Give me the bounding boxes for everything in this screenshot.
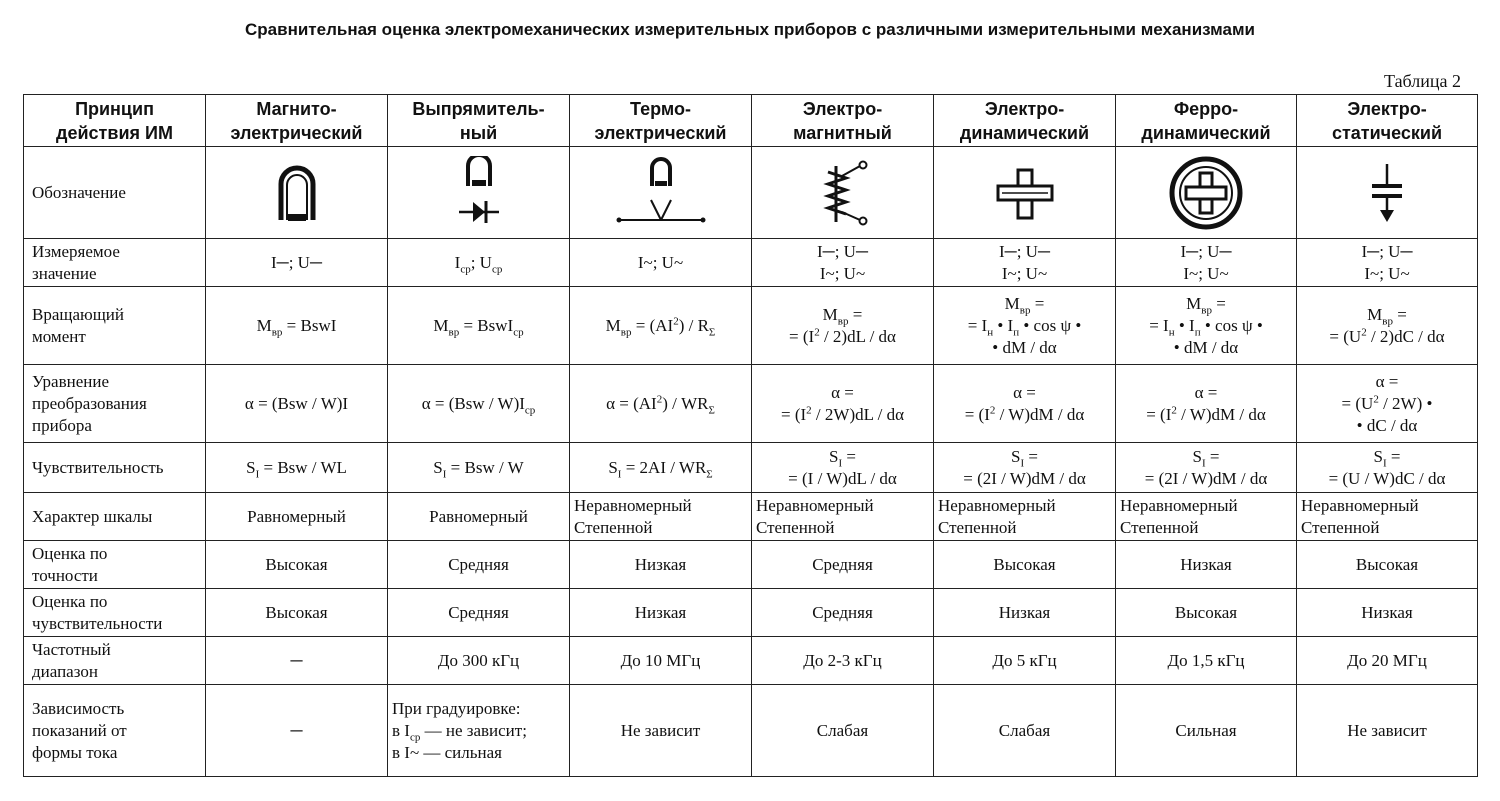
frequency-cell: До 10 МГц	[570, 637, 752, 685]
frequency-cell: До 20 МГц	[1297, 637, 1478, 685]
equation-row	[24, 365, 1478, 443]
frequency-cell: ─	[206, 637, 388, 685]
scale-cell: Неравномерный Степенной	[752, 493, 934, 541]
sensitivity-rating-cell: Высокая	[1116, 589, 1297, 637]
header-electromagnetic: Электро- магнитный	[752, 95, 934, 147]
header-thermoelectric: Термо- электрический	[570, 95, 752, 147]
row-label-symbol: Обозначение	[24, 147, 206, 239]
rectifier-symbol-icon	[449, 156, 509, 230]
measured-cell: I─; U─ I~; U~	[752, 239, 934, 287]
sensitivity-cell: $S_I = 2AI / WR_\Sigma$	[570, 443, 752, 493]
frequency-cell: До 1,5 кГц	[1116, 637, 1297, 685]
header-row	[24, 95, 1478, 147]
torque-cell: $M_{вр} = (AI^2) / R_\Sigma$	[570, 287, 752, 365]
torque-row	[24, 287, 1478, 365]
row-label-torque: Вращающий момент	[24, 287, 206, 365]
equation-cell: α = = $(U^2 / 2W)$ • • dC / dα	[1297, 365, 1478, 443]
header-ferrodynamic: Ферро- динамический	[1116, 95, 1297, 147]
sensitivity-rating-row	[24, 589, 1478, 637]
measured-cell: I─; U─ I~; U~	[1297, 239, 1478, 287]
header-magnetoelectric: Магнито- электрический	[206, 95, 388, 147]
waveform-cell: При градуировке: в $I_{ср}$ — не зависит; в I~ — сильная	[388, 685, 570, 777]
row-label-measured: Измеряемое значение	[24, 239, 206, 287]
sensitivity-cell: $S_I$ = Bsw / W	[388, 443, 570, 493]
sensitivity-row	[24, 443, 1478, 493]
measured-cell: I─; U─	[206, 239, 388, 287]
scale-cell: Неравномерный Степенной	[570, 493, 752, 541]
measured-cell: I─; U─ I~; U~	[1116, 239, 1297, 287]
symbols-row	[24, 147, 1478, 239]
scale-cell: Неравномерный Степенной	[934, 493, 1116, 541]
waveform-cell: Слабая	[752, 685, 934, 777]
sensitivity-cell: $S_I$ = Bsw / WL	[206, 443, 388, 493]
equation-cell: α = (Bsw / W)I	[206, 365, 388, 443]
accuracy-cell: Средняя	[388, 541, 570, 589]
waveform-cell: Сильная	[1116, 685, 1297, 777]
scale-cell: Равномерный	[206, 493, 388, 541]
electromagnetic-symbol-icon	[808, 156, 878, 230]
accuracy-cell: Высокая	[1297, 541, 1478, 589]
scale-cell: Неравномерный Степенной	[1116, 493, 1297, 541]
sensitivity-rating-cell: Средняя	[752, 589, 934, 637]
accuracy-cell: Высокая	[206, 541, 388, 589]
table-number: Таблица 2	[1384, 71, 1461, 91]
waveform-cell: Не зависит	[1297, 685, 1478, 777]
header-principle: Принцип действия ИМ	[24, 95, 206, 147]
sensitivity-cell: $S_I$ = = (U / W)dC / dα	[1297, 443, 1478, 493]
row-label-sensitivity: Чувствительность	[24, 443, 206, 493]
frequency-cell: До 2-3 кГц	[752, 637, 934, 685]
torque-cell: $M_{вр}$ = = $(U^2 / 2)dC$ / dα	[1297, 287, 1478, 365]
header-electrodynamic: Электро- динамический	[934, 95, 1116, 147]
ferrodynamic-symbol-icon	[1166, 153, 1246, 233]
torque-cell: $M_{вр}$ = = $I_н$ • $I_п$ • cos ψ • • dM / dα	[934, 287, 1116, 365]
scale-cell: Неравномерный Степенной	[1297, 493, 1478, 541]
equation-cell: α = = $(I^2 / W)dM$ / dα	[934, 365, 1116, 443]
row-label-frequency: Частотный диапазон	[24, 637, 206, 685]
sensitivity-rating-cell: Средняя	[388, 589, 570, 637]
header-electrostatic: Электро- статический	[1297, 95, 1478, 147]
measured-cell: I─; U─ I~; U~	[934, 239, 1116, 287]
equation-cell: α = = $(I^2 / 2W)dL$ / dα	[752, 365, 934, 443]
thermoelectric-symbol-icon	[611, 156, 711, 230]
row-label-equation: Уравнение преобразования прибора	[24, 365, 206, 443]
equation-cell: α = = $(I^2 / W)dM$ / dα	[1116, 365, 1297, 443]
scale-row	[24, 493, 1478, 541]
comparison-table	[23, 94, 1478, 777]
measured-cell: I~; U~	[570, 239, 752, 287]
torque-cell: $M_{вр}$ = BswI$_{ср}$	[388, 287, 570, 365]
waveform-row	[24, 685, 1478, 777]
measured-cell: $I_{ср}$; $U_{ср}$	[388, 239, 570, 287]
scale-cell: Равномерный	[388, 493, 570, 541]
accuracy-cell: Низкая	[570, 541, 752, 589]
sensitivity-rating-cell: Низкая	[934, 589, 1116, 637]
torque-cell: $M_{вр}$ = BswI	[206, 287, 388, 365]
measured-row	[24, 239, 1478, 287]
waveform-cell: Не зависит	[570, 685, 752, 777]
row-label-waveform: Зависимость показаний от формы тока	[24, 685, 206, 777]
torque-cell: $M_{вр}$ = = $I_н$ • $I_п$ • cos ψ • • dM / dα	[1116, 287, 1297, 365]
sensitivity-rating-cell: Низкая	[570, 589, 752, 637]
electrostatic-symbol-icon	[1362, 156, 1412, 230]
accuracy-cell: Средняя	[752, 541, 934, 589]
accuracy-row	[24, 541, 1478, 589]
electrodynamic-symbol-icon	[990, 156, 1060, 230]
row-label-scale: Характер шкалы	[24, 493, 206, 541]
frequency-cell: До 300 кГц	[388, 637, 570, 685]
waveform-cell: Слабая	[934, 685, 1116, 777]
accuracy-cell: Низкая	[1116, 541, 1297, 589]
frequency-cell: До 5 кГц	[934, 637, 1116, 685]
page-title: Сравнительная оценка электромеханических измерительных приборов с различными измерительными механизмами	[245, 20, 1255, 39]
sensitivity-cell: $S_I$ = = (2I / W)dM / dα	[934, 443, 1116, 493]
waveform-cell: ─	[206, 685, 388, 777]
sensitivity-cell: $S_I$ = = (I / W)dL / dα	[752, 443, 934, 493]
frequency-row	[24, 637, 1478, 685]
sensitivity-cell: $S_I$ = = (2I / W)dM / dα	[1116, 443, 1297, 493]
torque-cell: $M_{вр}$ = = $(I^2 / 2)dL$ / dα	[752, 287, 934, 365]
magnetoelectric-symbol-icon	[267, 158, 327, 228]
equation-cell: $\alpha = (AI^2) / WR_\Sigma$	[570, 365, 752, 443]
header-rectifier: Выпрямитель- ный	[388, 95, 570, 147]
sensitivity-rating-cell: Высокая	[206, 589, 388, 637]
accuracy-cell: Высокая	[934, 541, 1116, 589]
row-label-sensitivity-rating: Оценка по чувствительности	[24, 589, 206, 637]
equation-cell: $\alpha = (Bsw / W)I_{ср}$	[388, 365, 570, 443]
row-label-accuracy: Оценка по точности	[24, 541, 206, 589]
sensitivity-rating-cell: Низкая	[1297, 589, 1478, 637]
